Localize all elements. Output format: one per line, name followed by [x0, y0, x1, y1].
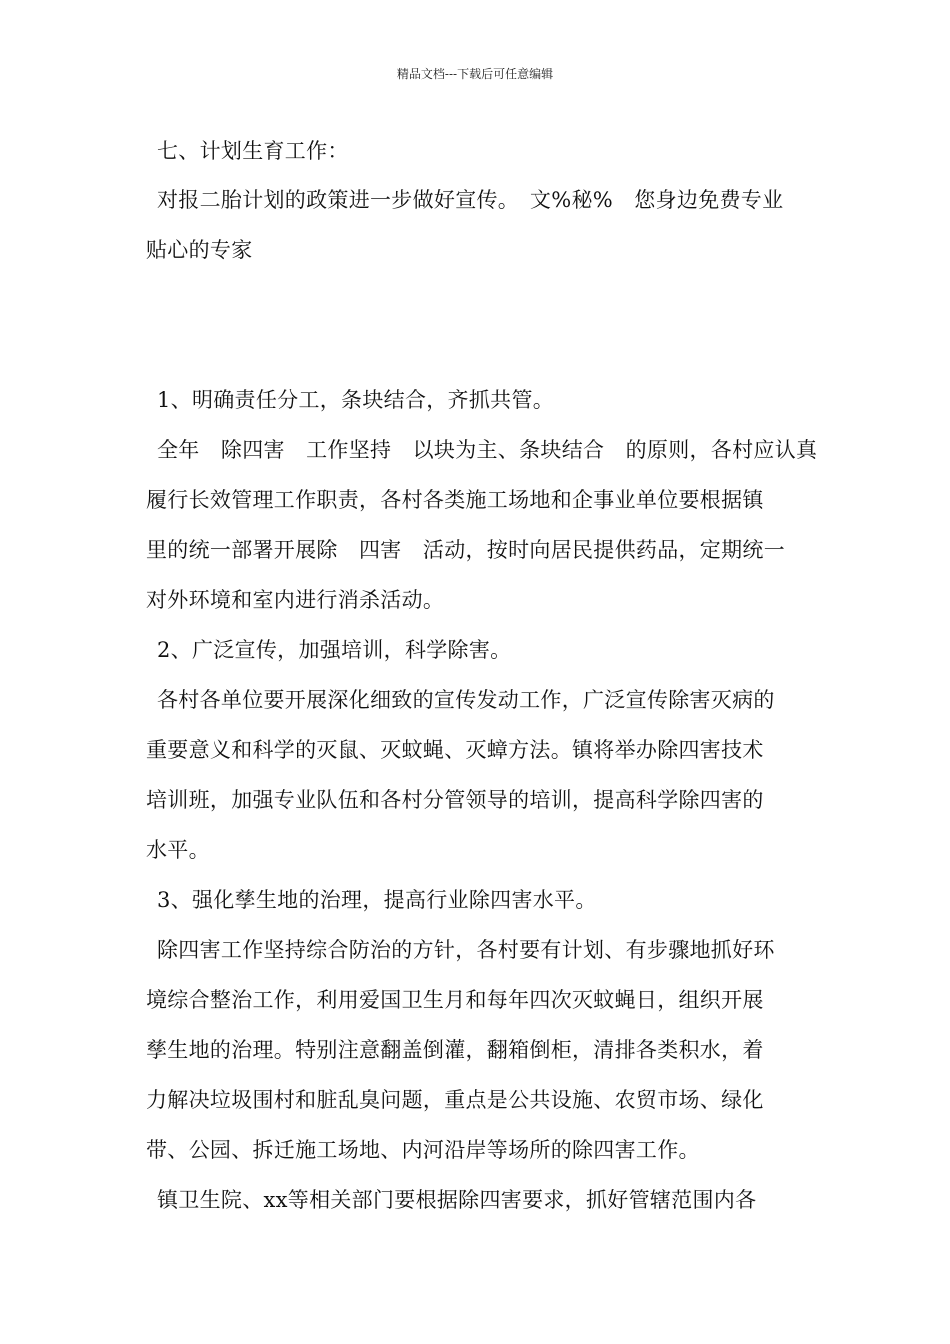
paragraph-line: 孳生地的治理。特别注意翻盖倒灌，翻箱倒柜，清排各类积水，着 [146, 1038, 764, 1062]
paragraph-line: 除四害工作坚持综合防治的方针，各村要有计划、有步骤地抓好环 [157, 938, 775, 962]
subheading: 2、广泛宣传，加强培训，科学除害。 [157, 638, 512, 662]
paragraph-line: 镇卫生院、xx等相关部门要根据除四害要求，抓好管辖范围内各 [157, 1188, 757, 1212]
paragraph-line: 带、公园、拆迁施工场地、内河沿岸等场所的除四害工作。 [146, 1138, 700, 1162]
paragraph-line: 里的统一部署开展除 四害 活动，按时向居民提供药品，定期统一 [146, 538, 785, 562]
paragraph-line: 培训班，加强专业队伍和各村分管领导的培训，提高科学除四害的 [146, 788, 764, 812]
subheading: 3、强化孳生地的治理，提高行业除四害水平。 [157, 888, 597, 912]
paragraph-line: 力解决垃圾围村和脏乱臭问题，重点是公共设施、农贸市场、绿化 [146, 1088, 764, 1112]
paragraph-line: 对外环境和室内进行消杀活动。 [146, 588, 445, 612]
section-heading: 七、计划生育工作： [157, 139, 349, 163]
page-header: 精品文档---下载后可任意编辑 [396, 67, 554, 81]
paragraph-line: 全年 除四害 工作坚持 以块为主、条块结合 的原则，各村应认真 [157, 438, 818, 462]
paragraph-line: 履行长效管理工作职责，各村各类施工场地和企事业单位要根据镇 [146, 488, 764, 512]
paragraph-line: 重要意义和科学的灭鼠、灭蚊蝇、灭蟑方法。镇将举办除四害技术 [146, 738, 764, 762]
paragraph-line: 对报二胎计划的政策进一步做好宣传。 文%秘% 您身边免费专业 [157, 188, 784, 212]
paragraph-line: 各村各单位要开展深化细致的宣传发动工作，广泛宣传除害灭病的 [157, 688, 775, 712]
paragraph-line: 境综合整治工作，利用爱国卫生月和每年四次灭蚊蝇日，组织开展 [146, 988, 764, 1012]
paragraph-line: 贴心的专家 [146, 238, 253, 262]
paragraph-line: 水平。 [146, 838, 210, 862]
subheading: 1、明确责任分工，条块结合，齐抓共管。 [157, 388, 555, 412]
